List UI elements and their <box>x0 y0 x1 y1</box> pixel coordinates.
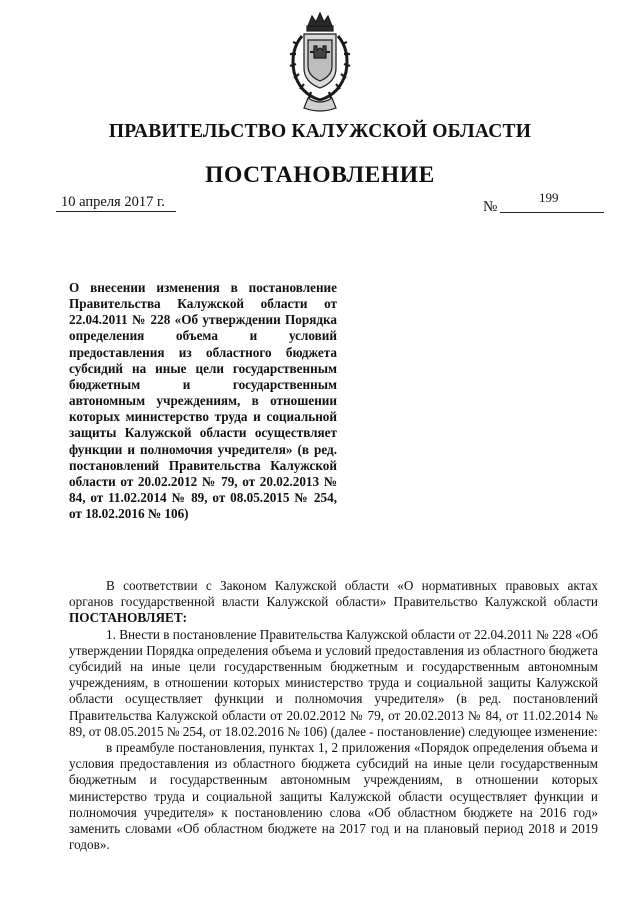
document-type: ПОСТАНОВЛЕНИЕ <box>205 162 435 188</box>
document-number: 199 <box>539 190 559 205</box>
document-subject: О внесении изменения в постановление Правительства Калужской области от 22.04.2011 № 228 «Об утверждении Порядка определения объема и условий предоставления из областного бюджета субсидий на иные цели государственным бюджетным и государственным автономным учреждениям, в отношении которых министерство труда и социальной защиты Калужской области осуществляет функции и полномочия учредителя» (в ред. постановлений Правительства Калужской области от 20.02.2012 № 79, от 20.02.2013 № 84, от 11.02.2014 № 89, от 08.05.2015 № 254, от 18.02.2016 № 106) <box>69 280 337 522</box>
coat-of-arms-icon <box>284 10 356 114</box>
number-sign: № <box>483 199 498 215</box>
preamble-text: В соответствии с Законом Калужской области «О нормативных правовых актах органов государственной власти Калужской области» Правительство Калужской области <box>69 578 598 610</box>
number-underline <box>500 212 604 213</box>
government-title: ПРАВИТЕЛЬСТВО КАЛУЖСКОЙ ОБЛАСТИ <box>108 121 532 142</box>
decree-keyword: ПОСТАНОВЛЯЕТ: <box>69 610 188 626</box>
document-body <box>69 578 598 853</box>
document-date: 10 апреля 2017 г. <box>61 194 165 210</box>
paragraph-item-1: 1. Внести в постановление Правительства Калужской области от 22.04.2011 № 228 «Об утверждении Порядка определения объема и условий предоставления из областного бюджета субсидий на иные цели государственным бюджетным и государственным автономным учреждениям, в отношении которых министерство труда и социальной защиты Калужской области осуществляет функции и полномочия учредителя» (в ред. постановлений Правительства Калужской области от 20.02.2012 № 79, от 20.02.2013 № 84, от 11.02.2014 № 89, от 08.05.2015 № 254, от 18.02.2016 № 106) (далее - постановление) следующее изменение: <box>69 626 598 739</box>
date-underline <box>56 211 176 212</box>
paragraph-preamble <box>69 578 598 627</box>
paragraph-amendment: в преамбуле постановления, пунктах 1, 2 приложения «Порядок определения объема и условия предоставления из областного бюджета субсидий на иные цели государственным бюджетным и государственным автономным учреждениям, в отношении которых министерство труда и социальной защиты Калужской области осуществляет функции и полномочия учредителя» к постановлению слова «Об областном бюджете на 2016 год» заменить словами «Об областном бюджете на 2017 год и на плановый период 2018 и 2019 годов». <box>69 740 598 853</box>
